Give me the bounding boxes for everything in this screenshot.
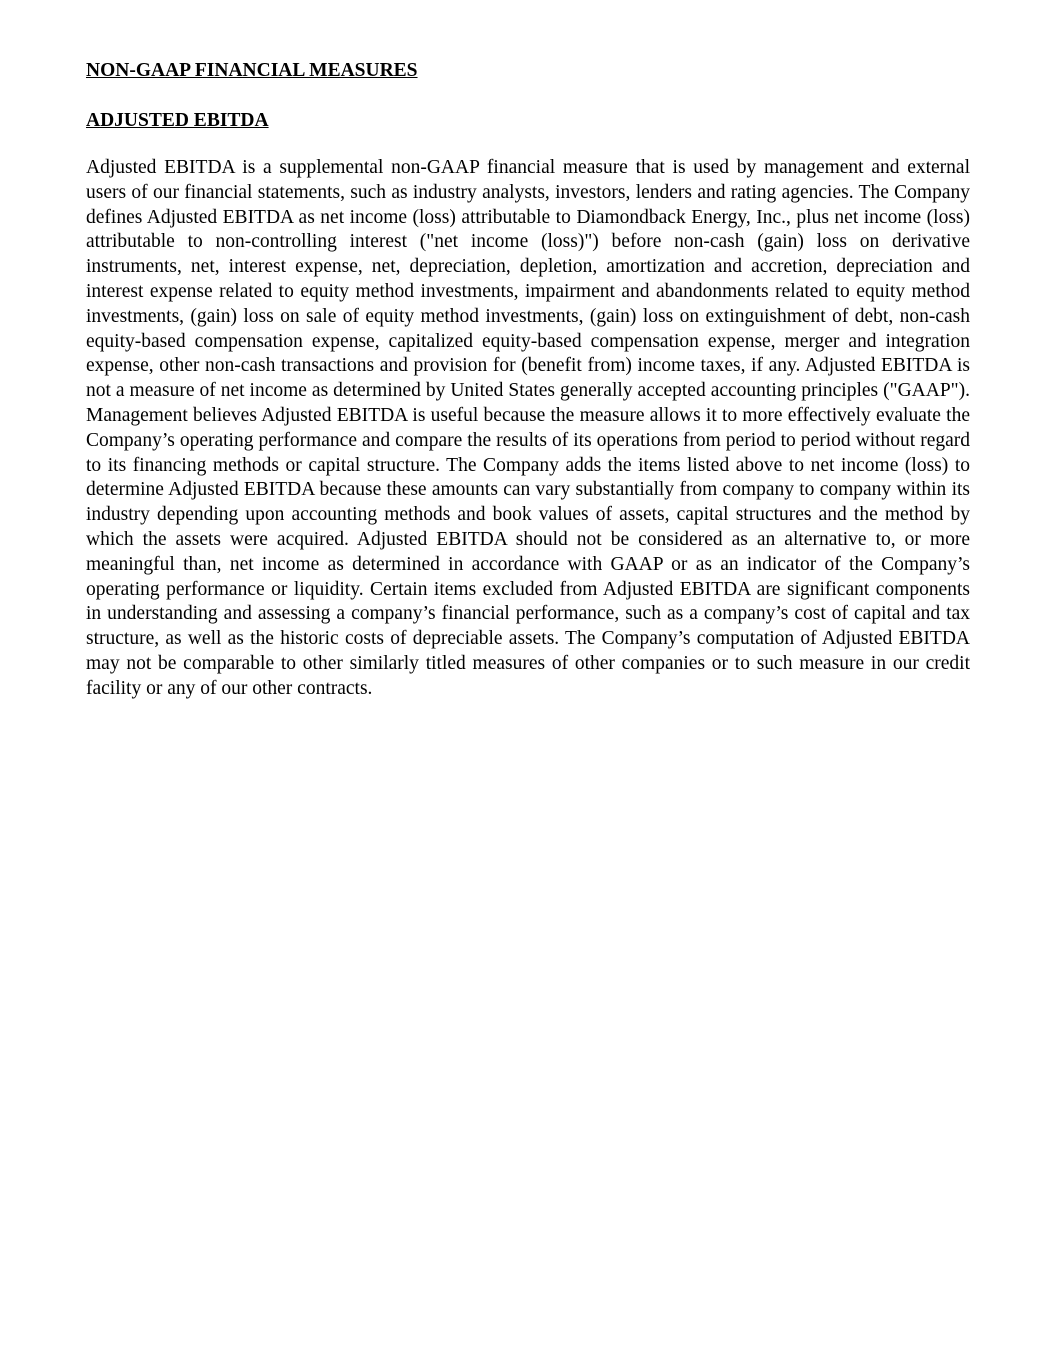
section-title: NON-GAAP FINANCIAL MEASURES	[86, 60, 418, 81]
subsection-title: ADJUSTED EBITDA	[86, 110, 269, 131]
body-paragraph: Adjusted EBITDA is a supplemental non-GAAP financial measure that is used by management and external users of our financial statements, such as industry analysts, investors, lenders and rating agencies. The Company defines Adjusted EBITDA as net income (loss) attributable to Diamondback Energy, Inc., plus net income (loss) attributable to non-controlling interest ("net income (loss)") before non-cash (gain) loss on derivative instruments, net, interest expense, net, depreciation, depletion, amortization and accretion, depreciation and interest expense related to equity method investments, impairment and abandonments related to equity method investments, (gain) loss on sale of equity method investments, (gain) loss on extinguishment of debt, non-cash equity-based compensation expense, capitalized equity-based compensation expense, merger and integration expense, other non-cash transactions and provision for (benefit from) income taxes, if any. Adjusted EBITDA is not a measure of net income as determined by United States generally accepted accounting principles ("GAAP"). Management believes Adjusted EBITDA is useful because the measure allows it to more effectively evaluate the Company’s operating performance and compare the results of its operations from period to period without regard to its financing methods or capital structure. The Company adds the items listed above to net income (loss) to determine Adjusted EBITDA because these amounts can vary substantially from company to company within its industry depending upon accounting methods and book values of assets, capital structures and the method by which the assets were acquired. Adjusted EBITDA should not be considered as an alternative to, or more meaningful than, net income as determined in accordance with GAAP or as an indicator of the Company’s operating performance or liquidity. Certain items excluded from Adjusted EBITDA are significant components in understanding and assessing a company’s financial performance, such as a company’s cost of capital and tax structure, as well as the historic costs of depreciable assets. The Company’s computation of Adjusted EBITDA may not be comparable to other similarly titled measures of other companies or to such measure in our credit facility or any of our other contracts.	[86, 157, 970, 699]
document-page	[86, 58, 970, 702]
